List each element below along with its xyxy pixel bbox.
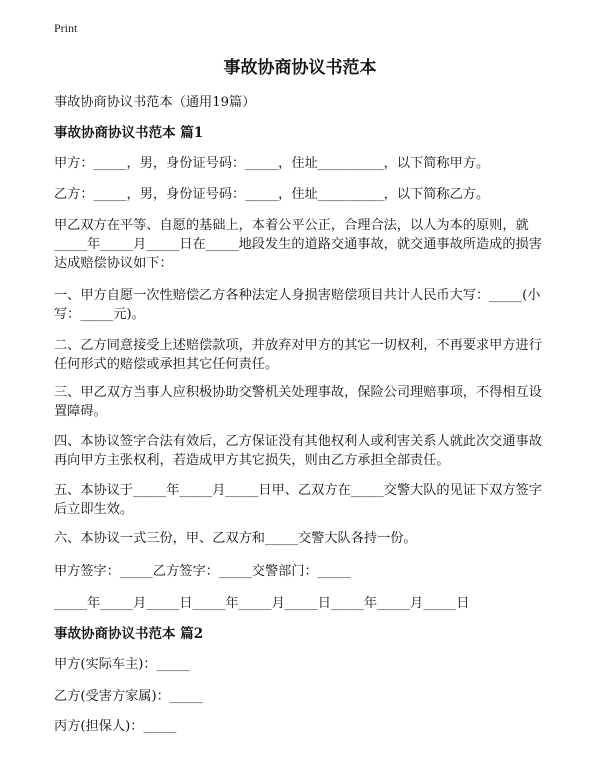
clause-1: 一、甲方自愿一次性赔偿乙方各种法定人身损害赔偿项目共计人民币大写：_____(小写：_____元)。 — [54, 288, 541, 322]
section-2-party-c: 丙方(担保人)：_____ — [54, 719, 177, 734]
clause-6: 六、本协议一式三份，甲、乙双方和_____交警大队各持一份。 — [54, 531, 417, 546]
party-a-line: 甲方：_____，男，身份证号码：_____，住址__________，以下简称甲方。 — [54, 156, 490, 171]
section-2-party-a: 甲方(实际车主)：_____ — [54, 657, 190, 672]
section-1-heading: 事故协商协议书范本 篇1 — [54, 125, 204, 141]
document-title: 事故协商协议书范本 — [223, 58, 377, 78]
clause-2: 二、乙方同意接受上述赔偿款项，并放弃对甲方的其它一切权利，不再要求甲方进行任何形式的赔偿或承担其它任何责任。 — [54, 338, 542, 372]
clause-3: 三、甲乙双方当事人应积极协助交警机关处理事故，保险公司理赔事项，不得相互设置障碍。 — [54, 385, 542, 419]
signature-line: 甲方签字：_____乙方签字：_____交警部门：_____ — [54, 564, 351, 579]
document-subtitle: 事故协商协议书范本（通用19篇） — [54, 95, 256, 110]
date-line: _____年_____月_____日_____年_____月_____日_____年_____月_____日 — [54, 596, 470, 611]
party-b-line: 乙方：_____，男，身份证号码：_____，住址__________，以下简称乙方。 — [54, 187, 490, 202]
clause-5: 五、本协议于_____年_____月_____日甲、乙双方在_____交警大队的见证下双方签字后立即生效。 — [54, 483, 542, 517]
section-2-party-b: 乙方(受害方家属)：_____ — [54, 689, 203, 704]
section-2-heading: 事故协商协议书范本 篇2 — [54, 626, 204, 642]
intro-paragraph: 甲乙双方在平等、自愿的基础上，本着公平公正，合理合法，以人为本的原则，就_____年_____月_____日在_____地段发生的道路交通事故，就交通事故所造成的损害达成赔偿协议如下： — [54, 218, 542, 271]
clause-4: 四、本协议签字合法有效后，乙方保证没有其他权利人或利害关系人就此次交通事故再向甲方主张权利，若造成甲方其它损失，则由乙方承担全部责任。 — [54, 434, 542, 468]
print-link[interactable]: Print — [54, 21, 78, 35]
